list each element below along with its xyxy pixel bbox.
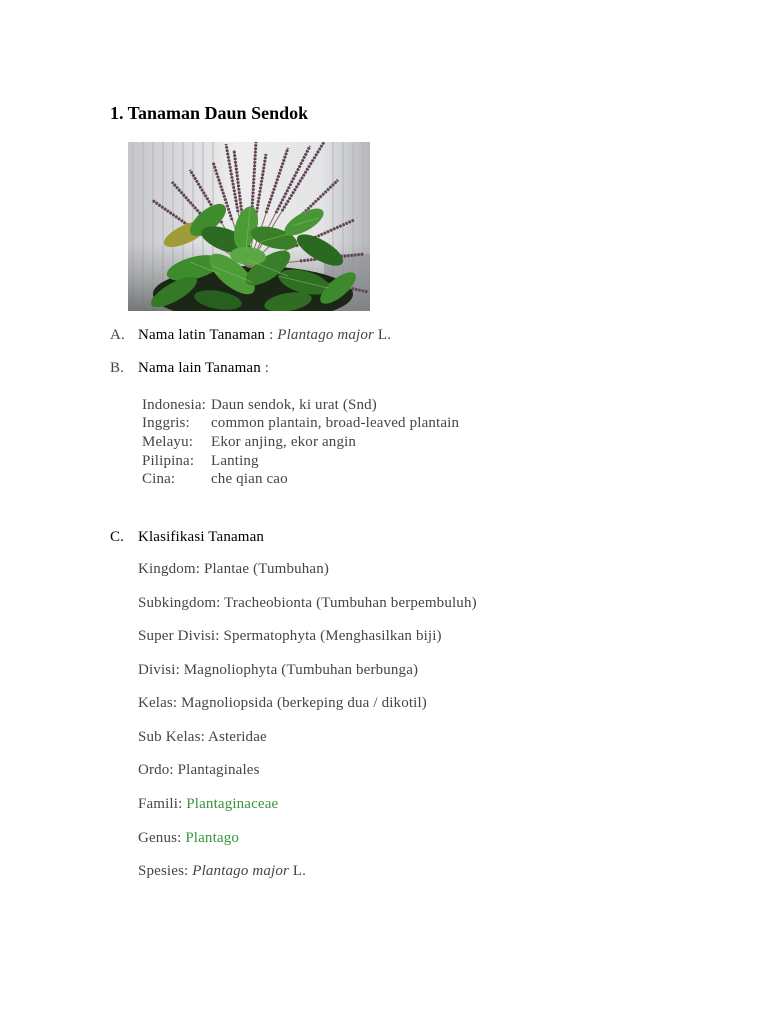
classification-row (138, 587, 477, 621)
other-names-line (138, 358, 269, 378)
language-label: Indonesia: (142, 396, 206, 413)
latin-name-separator: : (265, 327, 278, 343)
rank-value: Magnoliophyta (Tumbuhan berbunga) (183, 661, 419, 678)
latin-species-name: Plantago major (277, 327, 374, 343)
language-names: Ekor anjing, ekor angin (211, 434, 357, 451)
latin-name-item (110, 325, 710, 345)
latin-author: L. (373, 327, 392, 343)
classification-row (138, 822, 477, 856)
classification-row (138, 620, 477, 654)
language-names: che qian cao (211, 471, 288, 488)
classification-row (138, 721, 477, 755)
latin-name-line (138, 325, 391, 345)
classification-row (138, 754, 477, 788)
rank-value: Asteridae (208, 728, 267, 745)
other-names-item (110, 358, 710, 378)
other-names-separator: : (260, 360, 270, 376)
rank-value: Spermatophyta (Menghasilkan biji) (223, 628, 442, 645)
latin-name-label: Nama latin Tanaman (138, 327, 266, 343)
classification-row (138, 687, 477, 721)
other-name-row (142, 452, 459, 471)
family-link[interactable]: Plantaginaceae (186, 796, 279, 813)
species-name: Plantago major (192, 863, 289, 880)
rank-label: Genus: (138, 829, 182, 846)
rank-label: Subkingdom: (138, 594, 221, 611)
section-heading: 1. Tanaman Daun Sendok (110, 103, 309, 123)
list-marker: A. (110, 327, 125, 343)
rank-value: Magnoliopsida (berkeping dua / dikotil) (181, 695, 427, 712)
plant-photo (128, 142, 370, 311)
classification-row (138, 855, 477, 889)
classification-list (138, 553, 477, 888)
classification-row (138, 654, 477, 688)
other-names-table (142, 396, 459, 489)
rank-value: Plantaginales (177, 762, 260, 779)
species-author: L. (288, 863, 307, 880)
other-name-row (142, 470, 459, 489)
classification-row (138, 553, 477, 587)
list-marker: B. (110, 360, 125, 376)
classification-label: Klasifikasi Tanaman (138, 529, 265, 545)
language-label: Inggris: (142, 415, 190, 432)
list-marker: C. (110, 529, 125, 545)
rank-value: Plantae (Tumbuhan) (203, 561, 330, 578)
other-name-row (142, 433, 459, 452)
rank-label: Sub Kelas: (138, 728, 205, 745)
language-names: Daun sendok, ki urat (Snd) (211, 396, 377, 413)
language-label: Cina: (142, 471, 176, 488)
rank-label: Super Divisi: (138, 628, 220, 645)
plant-photo-image (128, 142, 370, 311)
other-name-row (142, 396, 459, 415)
rank-label: Ordo: (138, 762, 174, 779)
other-names-label: Nama lain Tanaman (138, 360, 261, 376)
rank-value: Tracheobionta (Tumbuhan berpembuluh) (224, 594, 477, 611)
language-names: Lanting (211, 452, 259, 469)
classification-row (138, 788, 477, 822)
rank-label: Divisi: (138, 661, 180, 678)
rank-label: Famili: (138, 796, 183, 813)
language-label: Melayu: (142, 434, 194, 451)
classification-item (110, 527, 710, 547)
language-label: Pilipina: (142, 452, 195, 469)
other-name-row (142, 414, 459, 433)
language-names: common plantain, broad-leaved plantain (211, 415, 460, 432)
rank-label: Spesies: (138, 863, 189, 880)
genus-link[interactable]: Plantago (185, 829, 240, 846)
rank-label: Kingdom: (138, 561, 201, 578)
rank-label: Kelas: (138, 695, 178, 712)
